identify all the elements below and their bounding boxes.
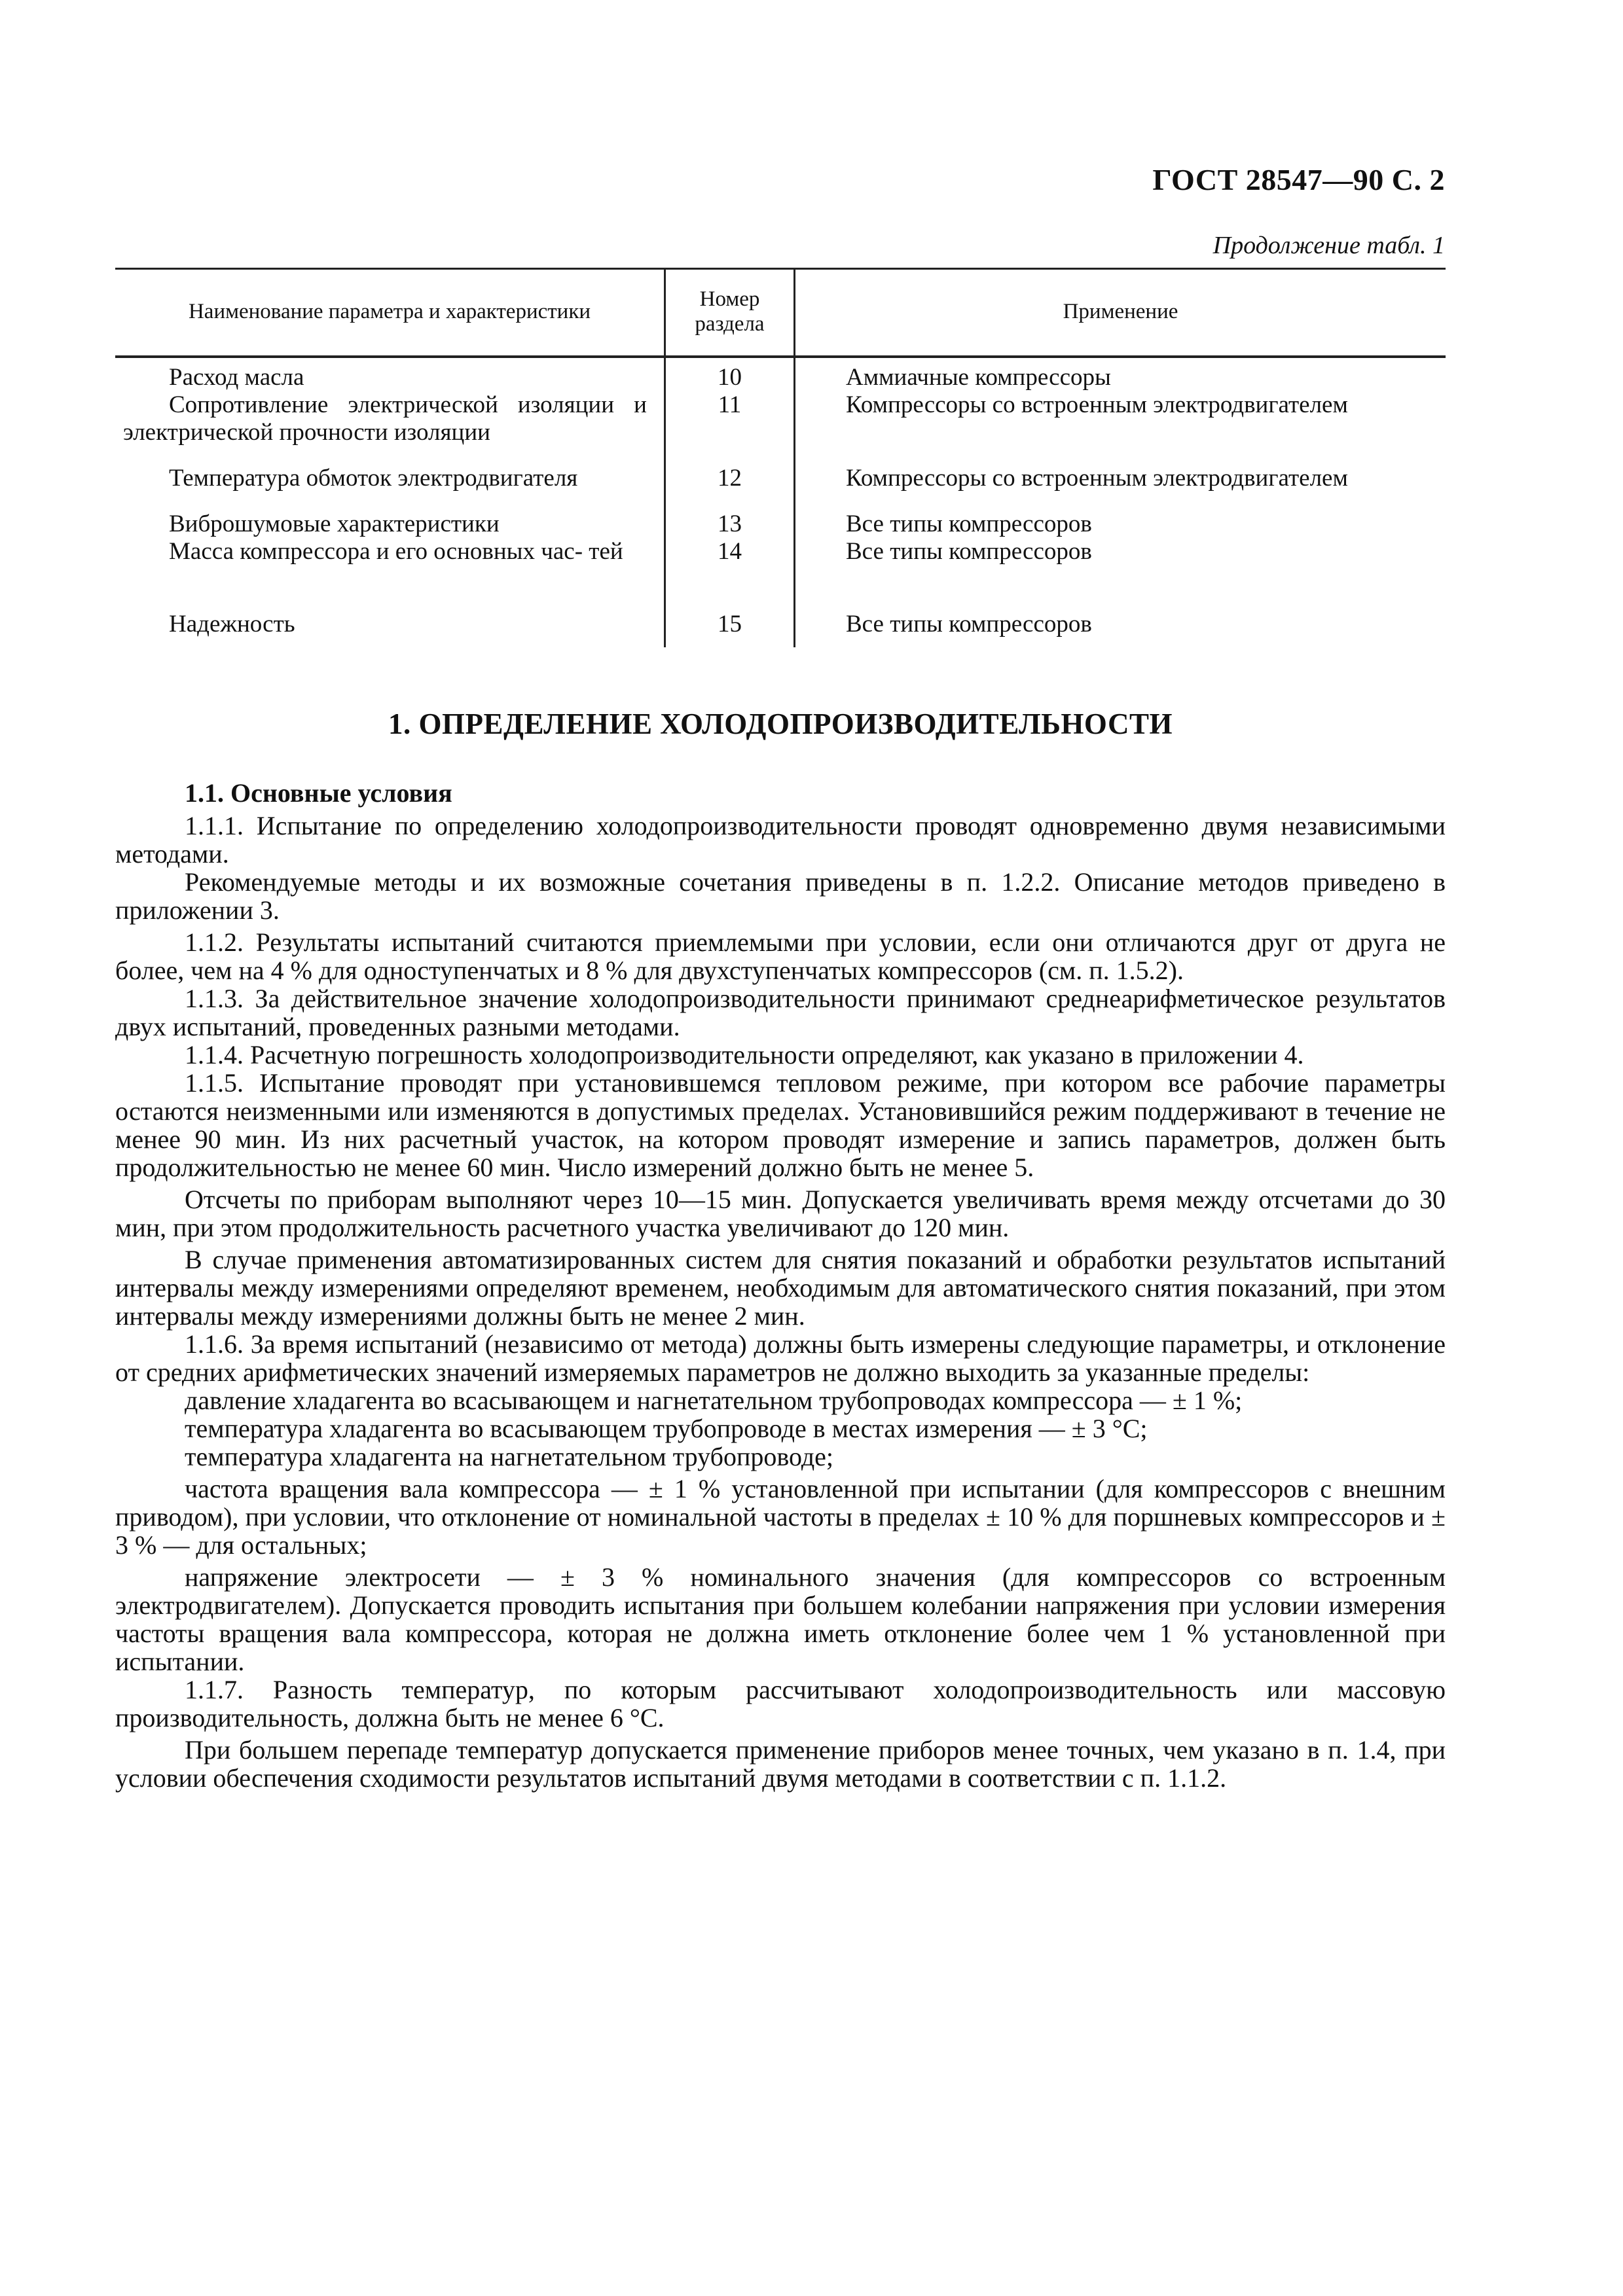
row-section: 11 [718,391,742,418]
paragraph: 1.1.3. За действительное значение холодопроизводительности принимают среднеарифметическое результатов двух испытаний, проведенных разными методами. [115,984,1446,1041]
row-section: 10 [718,364,742,391]
row-parameter: Сопротивление электрической изоляции и электрической прочности изоляции [123,391,647,446]
paragraph: При большем перепаде температур допускается применение приборов менее точных, чем указано в п. 1.4, при условии обеспечения сходимости результатов испытаний двумя методами в соответствии с п. 1.1.2. [115,1735,1446,1793]
row-application: Компрессоры со встроенным электродвигателем [846,465,1348,492]
list-item: напряжение электросети — ± 3 % номинального значения (для компрессоров со встроенным электродвигателем). Допускается проводить испытания при большем колебании напряжения при условии измерения частоты вращения вала компрессора, которая не должна иметь отклонение более чем 1 % установленной при испытании. [115,1562,1446,1676]
paragraph: В случае применения автоматизированных систем для снятия показаний и обработки результатов испытаний интервалы между измерениями определяют временем, необходимым для автоматического снятия показаний, при этом интервалы между измерениями должны быть не менее 2 мин. [115,1245,1446,1331]
row-section: 14 [718,538,742,565]
list-item: температура хладагента во всасывающем трубопроводе в местах измерения — ± 3 °С; [185,1414,1148,1443]
table-header-application: Применение [1063,300,1178,323]
list-item: частота вращения вала компрессора — ± 1 % установленной при испытании (для компрессоров с внешним приводом), при условии, что отклонение от номинальной частоты в пределах ± 10 % для поршневых компрессоров и ± 3 % — для остальных; [115,1474,1446,1560]
paragraph: 1.1.5. Испытание проводят при установившемся тепловом режиме, при котором все рабочие параметры остаются неизменными или изменяются в допустимых пределах. Установившийся режим поддерживают в течение не менее 90 мин. Из них расчетный участок, на котором проводят измерение и запись параметров, должен быть продолжительностью не менее 60 мин. Число измерений должно быть не менее 5. [115,1068,1446,1182]
row-application: Все типы компрессоров [846,538,1092,565]
table-header-section-text: Номер раздела [695,287,765,336]
paragraph: 1.1.6. За время испытаний (независимо от метода) должны быть измерены следующие параметры, и отклонение от средних арифметических значений измеряемых параметров не должно выходить за указанные пределы: [115,1329,1446,1387]
row-parameter: Виброшумовые характеристики [169,511,500,537]
body-text [115,812,1446,1796]
row-section: 12 [718,465,742,492]
row-application: Аммиачные компрессоры [846,364,1111,391]
paragraph: Отсчеты по приборам выполняют через 10—15 мин. Допускается увеличивать время между отсчетами до 30 мин, при этом продолжительность расчетного участка увеличивают до 120 мин. [115,1185,1446,1242]
paragraph: 1.1.2. Результаты испытаний считаются приемлемыми при условии, если они отличаются друг от друга не более, чем на 4 % для одноступенчатых и 8 % для двухступенчатых компрессоров (см. п. 1.5.2). [115,927,1446,985]
paragraph: 1.1.7. Разность температур, по которым рассчитывают холодопроизводительность или массовую производительность, должна быть не менее 6 °С. [115,1675,1446,1732]
row-application: Все типы компрессоров [846,611,1092,637]
row-section: 13 [718,511,742,537]
section-title: 1. ОПРЕДЕЛЕНИЕ ХОЛОДОПРОИЗВОДИТЕЛЬНОСТИ [388,708,1173,740]
paragraph: 1.1.4. Расчетную погрешность холодопроизводительности определяют, как указано в приложении 4. [185,1040,1304,1069]
row-parameter: Масса компрессора и его основных час- тей [169,538,623,565]
subsection-heading: 1.1. Основные условия [185,778,452,808]
row-parameter: Расход масла [169,364,304,391]
table-header-name: Наименование параметра и характеристики [188,300,591,323]
table-continuation-note: Продолжение табл. 1 [1213,232,1445,259]
list-item: температура хладагента на нагнетательном трубопроводе; [185,1442,834,1471]
list-item: давление хладагента во всасывающем и нагнетательном трубопроводах компрессора — ± 1 %; [185,1386,1243,1415]
paragraph: 1.1.1. Испытание по определению холодопроизводительности проводят одновременно двумя независимыми методами. [115,811,1446,869]
row-parameter: Надежность [169,611,295,637]
row-parameter: Температура обмоток электродвигателя [169,465,578,492]
row-application: Компрессоры со встроенным электродвигателем [846,391,1348,418]
paragraph: Рекомендуемые методы и их возможные сочетания приведены в п. 1.2.2. Описание методов приведено в приложении 3. [115,867,1446,925]
row-application: Все типы компрессоров [846,511,1092,537]
page-header: ГОСТ 28547—90 С. 2 [1152,163,1445,196]
table-header-rule [115,355,1446,358]
row-section: 15 [718,611,742,637]
table-header-section [666,268,793,355]
